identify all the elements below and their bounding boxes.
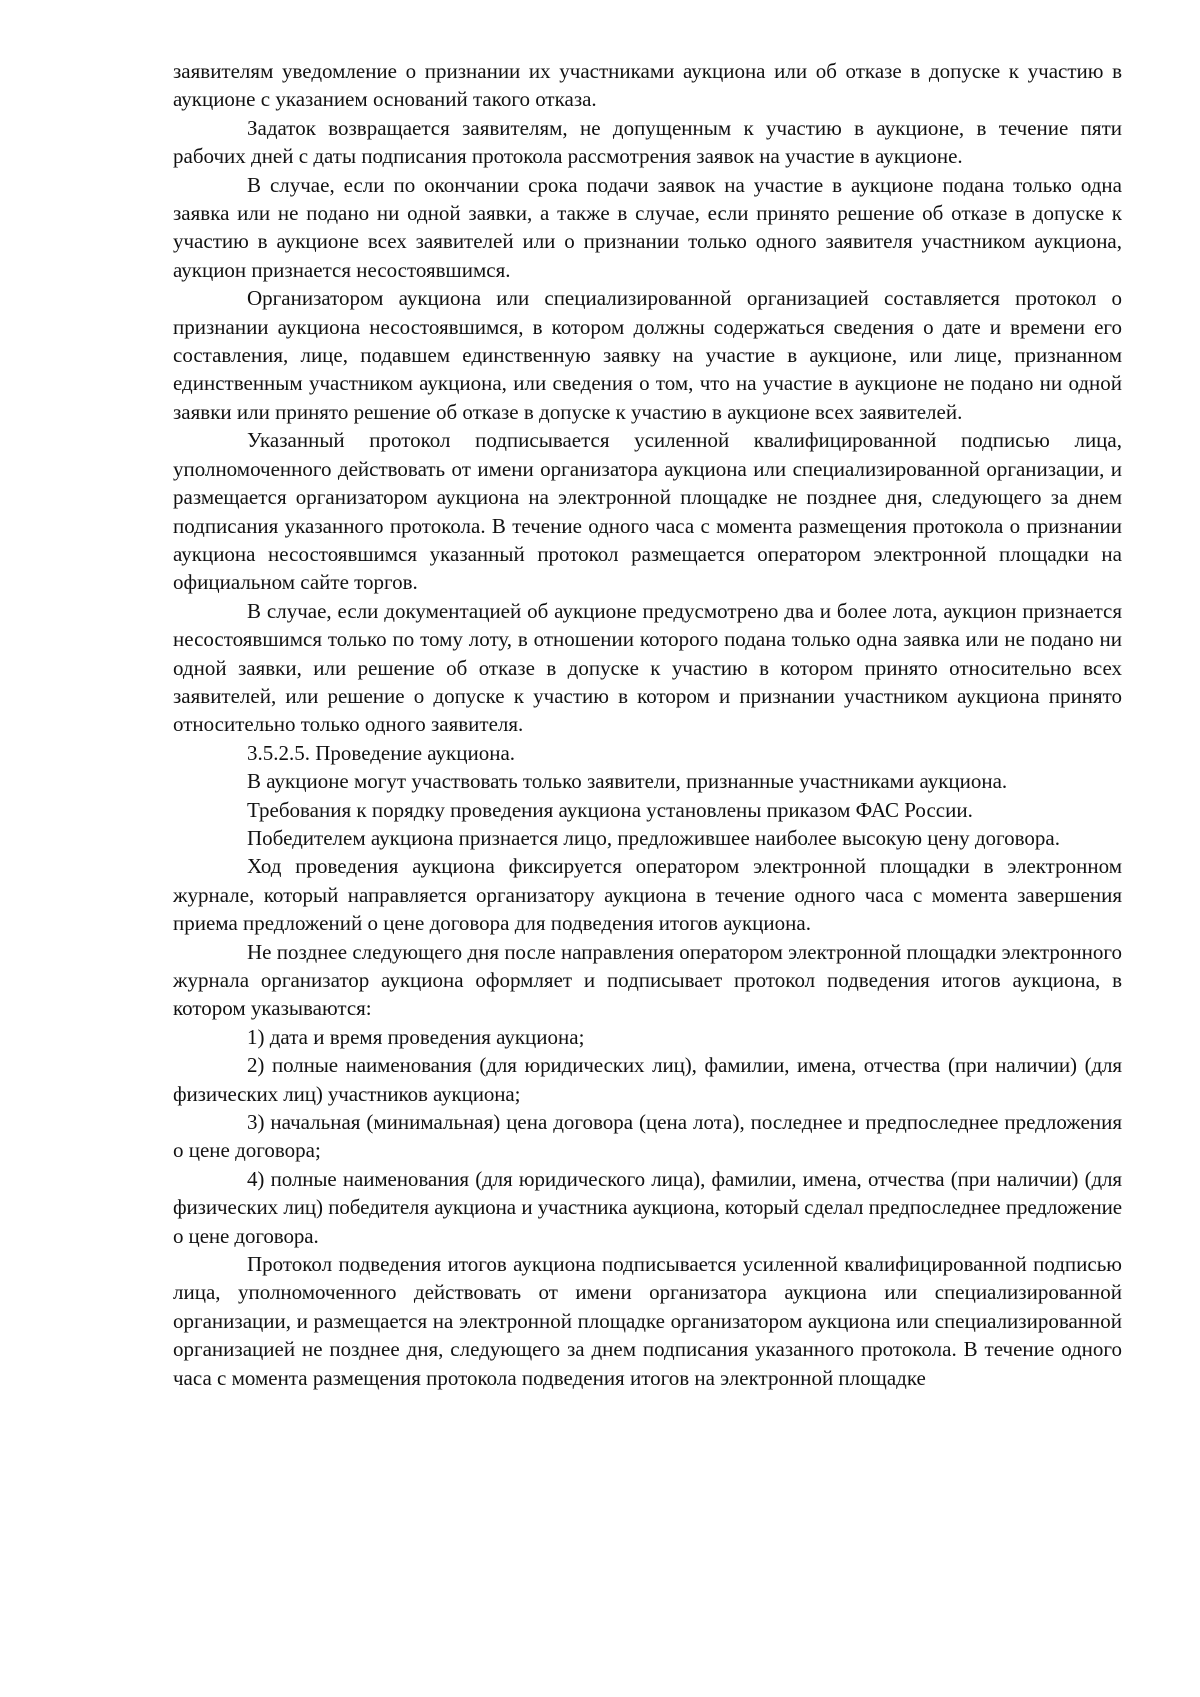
section-heading-auction-conduct: 3.5.2.5. Проведение аукциона. — [247, 740, 516, 765]
document-page — [173, 57, 1122, 1392]
paragraph-winner: Победителем аукциона признается лицо, предложившее наиболее высокую цену договора. — [247, 825, 1060, 850]
paragraph-participants: В аукционе могут участвовать только заявители, признанные участниками аукциона. — [247, 769, 1008, 794]
list-item-2: 2) полные наименования (для юридических лиц), фамилии, имена, отчества (при наличии) (для физических лиц) участников аукциона; — [173, 1053, 1122, 1106]
paragraph-results-protocol-signing: Протокол подведения итогов аукциона подписывается усиленной квалифицированной подписью лица, уполномоченного действовать от имени организатора аукциона или специализированной организации, и размещается на электронной площадке организатором аукциона или специализированной организацией не позднее дня, следующего за днем подписания указанного протокола. В течение одного часа с момента размещения протокола подведения итогов на электронной площадке — [173, 1252, 1122, 1390]
paragraph-failed-auction-protocol: Организатором аукциона или специализированной организацией составляется протокол о признании аукциона несостоявшимся, в котором должны содержаться сведения о дате и времени его составления, лице, подавшем единственную заявку на участие в аукционе, или лице, признанном единственным участником аукциона, или сведения о том, что на участие в аукционе не подано ни одной заявки или принято решение об отказе в допуске к участию в аукционе всех заявителей. — [173, 286, 1122, 424]
paragraph-results-protocol: Не позднее следующего дня после направления оператором электронной площадки электронного журнала организатор аукциона оформляет и подписывает протокол подведения итогов аукциона, в котором указываются: — [173, 939, 1122, 1021]
paragraph-multiple-lots: В случае, если документацией об аукционе предусмотрено два и более лота, аукцион признается несостоявшимся только по тому лоту, в отношении которого подана только одна заявка или не подано ни одной заявки, или решение об отказе в допуске к участию в котором принято относительно всех заявителей, или решение о допуске к участию в котором и признании участником аукциона принято относительно только одного заявителя. — [173, 598, 1122, 737]
list-item-3: 3) начальная (минимальная) цена договора (цена лота), последнее и предпоследнее предложения о цене договора; — [173, 1110, 1122, 1163]
paragraph-auction-failed-conditions: В случае, если по окончании срока подачи заявок на участие в аукционе подана только одна заявка или не подано ни одной заявки, а также в случае, если принято решение об отказе в допуске к участию в аукционе всех заявителей или о признании только одного заявителя участником аукциона, аукцион признается несостоявшимся. — [173, 172, 1122, 282]
paragraph-electronic-journal: Ход проведения аукциона фиксируется оператором электронной площадки в электронном журнале, который направляется организатору аукциона в течение одного часа с момента завершения приема предложений о цене договора для подведения итогов аукциона. — [173, 854, 1122, 936]
paragraph-deposit-return: Задаток возвращается заявителям, не допущенным к участию в аукционе, в течение пяти рабочих дней с даты подписания протокола рассмотрения заявок на участие в аукционе. — [173, 115, 1122, 169]
list-item-4: 4) полные наименования (для юридического лица), фамилии, имена, отчества (при наличии) (для физических лиц) победителя аукциона и участника аукциона, который сделал предпоследнее предложение о цене договора. — [173, 1166, 1122, 1248]
paragraph-fas-requirements: Требования к порядку проведения аукциона установлены приказом ФАС России. — [247, 797, 973, 822]
list-item-1: 1) дата и время проведения аукциона; — [247, 1024, 585, 1049]
paragraph-protocol-signing: Указанный протокол подписывается усиленной квалифицированной подписью лица, уполномоченного действовать от имени организатора аукциона или специализированной организации, и размещается организатором аукциона на электронной площадке не позднее дня, следующего за днем подписания указанного протокола. В течение одного часа с момента размещения протокола о признании аукциона несостоявшимся указанный протокол размещается оператором электронной площадки на официальном сайте торгов. — [173, 428, 1122, 595]
paragraph-notification-continuation: заявителям уведомление о признании их участниками аукциона или об отказе в допуске к участию в аукционе с указанием оснований такого отказа. — [173, 59, 1122, 112]
